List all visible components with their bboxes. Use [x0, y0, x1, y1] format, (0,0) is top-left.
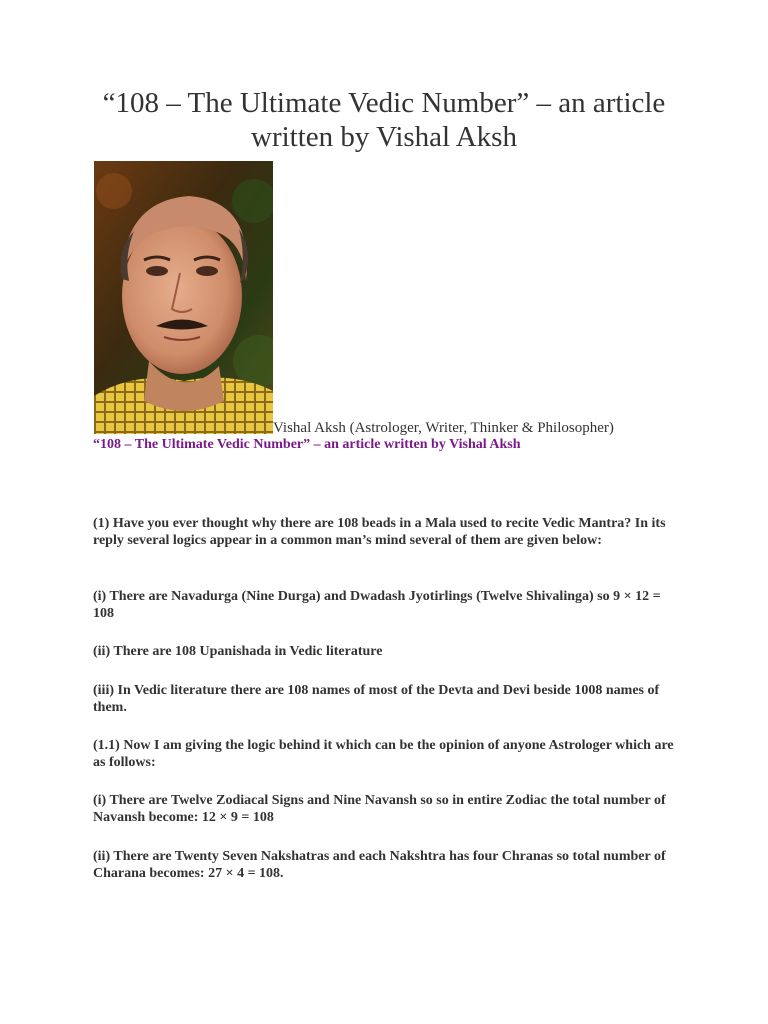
author-photo [94, 161, 273, 434]
article-subtitle: “108 – The Ultimate Vedic Number” – an article written by Vishal Aksh [93, 437, 521, 452]
page-title: “108 – The Ultimate Vedic Number” – an article written by Vishal Aksh [102, 87, 666, 153]
photo-caption: Vishal Aksh (Astrologer, Writer, Thinker & Philosopher) [273, 420, 614, 436]
paragraph: (i) There are Navadurga (Nine Durga) and Dwadash Jyotirlings (Twelve Shivalinga) so 9 × 12 = 108 [93, 589, 661, 621]
paragraph: (1.1) Now I am giving the logic behind it which can be the opinion of anyone Astrologer which are as follows: [93, 738, 674, 770]
paragraph: (iii) In Vedic literature there are 108 names of most of the Devta and Devi beside 1008 names of them. [93, 683, 660, 715]
paragraph: (ii) There are 108 Upanishada in Vedic literature [93, 644, 383, 659]
paragraph: (1) Have you ever thought why there are 108 beads in a Mala used to recite Vedic Mantra? In its reply several logics appear in a common man’s mind several of them are given below: [93, 516, 666, 548]
paragraph: (ii) There are Twenty Seven Nakshatras and each Nakshtra has four Chranas so total number of Charana becomes: 27 × 4 = 108. [93, 849, 666, 881]
paragraph: (i) There are Twelve Zodiacal Signs and Nine Navansh so so in entire Zodiac the total number of Navansh become: 12 × 9 = 108 [93, 793, 666, 825]
